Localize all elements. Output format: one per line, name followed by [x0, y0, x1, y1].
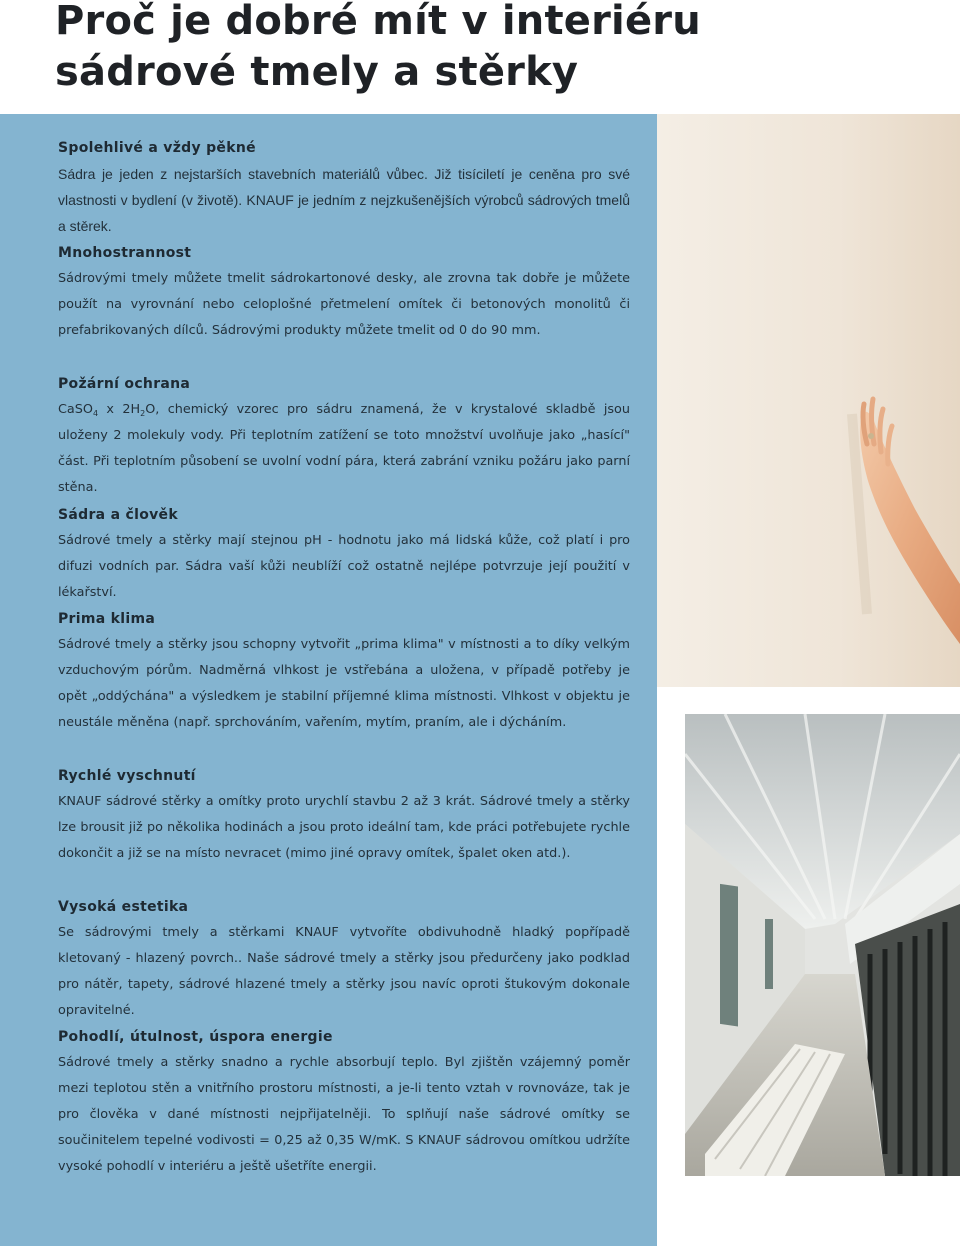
section-reliable [58, 135, 630, 239]
title-line-1: Proč je dobré mít v interiéru [55, 0, 701, 44]
section-text-body: O, chemický vzorec pro sádru znamená, že v krystalové skladbě jsou uloženy 2 molekuly vody. Při teplotním zatížení se toto množství uvolňuje jako „hasící" část. Při teplotním působení se uvolní vodní pára, která zabrání vzniku požáru jako parní stěna. [58, 402, 630, 495]
section-climate [58, 606, 630, 736]
title-line-2: sádrové tmely a stěrky [55, 49, 579, 95]
formula-sub-2: 2 [140, 409, 146, 418]
section-text: Sádra je jeden z nejstarších stavebních materiálů vůbec. Již tisíciletí je ceněna pro své vlastnosti v bydlení (v životě). KNAUF je jedním z nejzkušenějších výrobců sádrových tmelů a stěrek. [58, 166, 630, 234]
section-text: Sádrové tmely a stěrky jsou schopny vytvořit „prima klima" v místnosti a to díky velkým vzduchovým pórům. Nadměrná vlhkost je vstřebána a uložena, v případě potřeby je opět „oddýchána" a výsledkem je stabilní příjemné klima místnosti. Vlhkost v objektu je neustále měněna (např. sprchováním, vařením, mytím, praním, ale i dýcháním. [58, 637, 630, 730]
page-title [55, 0, 701, 98]
corridor-illustration [685, 714, 960, 1176]
section-comfort [58, 1024, 630, 1180]
formula-sub-4: 4 [92, 409, 99, 418]
section-fast-drying [58, 763, 630, 867]
section-heading: Vysoká estetika [58, 899, 189, 915]
photo-hand-on-wall [657, 114, 960, 687]
section-text: KNAUF sádrové stěrky a omítky proto urychlí stavbu 2 až 3 krát. Sádrové tmely a stěrky lze brousit již po několika hodinách a jsou proto ideální tam, kde práci potřebujete rychle dokončit a již se na místo nevracet (mimo jiné opravy omítek, špalet oken atd.). [58, 794, 630, 861]
hand-illustration [657, 114, 960, 687]
section-heading: Sádra a člověk [58, 507, 178, 523]
section-text: Sádrové tmely a stěrky snadno a rychle absorbují teplo. Byl zjištěn vzájemný poměr mezi teplotou stěn a vnitřního prostoru místnosti, a je-li tento vztah v rovnováze, tak je pro člověka v dané místnosti nejpřijatelněji. To splňují naše sádrové omítky se součinitelem tepelné vodivosti = 0,25 až 0,35 W/mK. S KNAUF sádrovou omítkou udržíte vysoké pohodlí v interiéru a ještě ušetříte energii. [58, 1055, 630, 1174]
section-text: Sádrovými tmely můžete tmelit sádrokartonové desky, ale zrovna tak dobře je můžete použít na vyrovnání nebo celoplošné přetmelení omítek či betonových monolitů či prefabrikovaných dílců. Sádrovými produkty můžete tmelit od 0 do 90 mm. [58, 271, 630, 338]
section-heading: Požární ochrana [58, 376, 191, 392]
section-fire-protection [58, 371, 630, 501]
section-gypsum-human [58, 502, 630, 606]
section-heading: Spolehlivé a vždy pěkné [58, 140, 256, 156]
section-text [58, 397, 630, 501]
section-heading: Prima klima [58, 611, 156, 627]
section-aesthetics [58, 894, 630, 1024]
section-versatility [58, 240, 630, 344]
formula-caso: CaSO [58, 402, 93, 417]
formula-h: x 2H [98, 402, 141, 417]
section-text: Se sádrovými tmely a stěrkami KNAUF vytvoříte obdivuhodně hladký popřípadě kletovaný - hlazený povrch.. Naše sádrové tmely a stěrky jsou předurčeny jako podklad pro nátěr, tapety, sádrové hlazené tmely a stěrky jsou navíc oproti štukovým dokonale opravitelné. [58, 925, 630, 1018]
section-text: Sádrové tmely a stěrky mají stejnou pH - hodnotu jako má lidská kůže, což platí i pro difuzi vodních par. Sádra vaší kůži neublíží což ostatně nejlépe potvrzuje její použití v lékařství. [58, 533, 630, 600]
section-heading: Pohodlí, útulnost, úspora energie [58, 1029, 333, 1045]
section-heading: Mnohostrannost [58, 245, 192, 261]
photo-corridor [685, 714, 960, 1176]
section-heading: Rychlé vyschnutí [58, 768, 196, 784]
